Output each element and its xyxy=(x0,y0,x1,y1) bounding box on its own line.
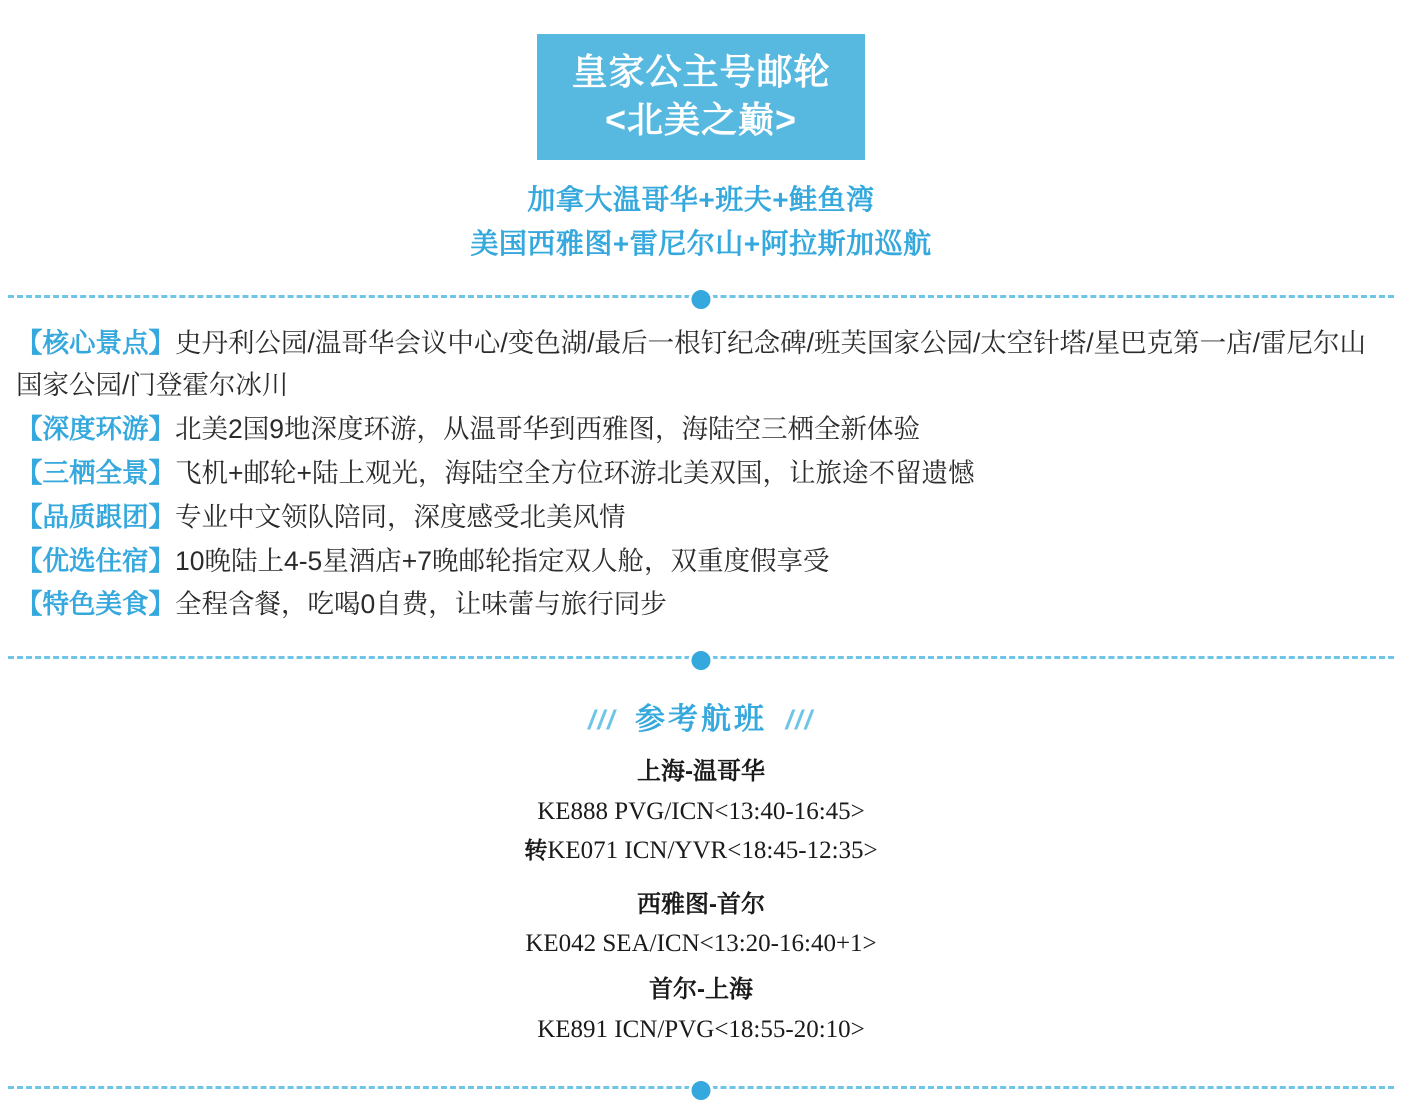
flight-leg xyxy=(0,793,1402,832)
flight-leg xyxy=(0,925,1402,964)
highlight-text: 专业中文领队陪同，深度感受北美风情 xyxy=(175,501,626,532)
flight-leg-text: KE891 ICN/PVG<18:55-20:10> xyxy=(537,1015,865,1043)
highlight-row xyxy=(16,497,1386,539)
flight-leg xyxy=(0,1011,1402,1050)
highlight-label: 【深度环游】 xyxy=(16,413,175,444)
highlight-row xyxy=(16,541,1386,583)
highlight-label: 【三栖全景】 xyxy=(16,457,175,488)
slashes-left-icon: /// xyxy=(588,705,617,736)
divider-dot xyxy=(689,648,714,673)
highlight-text: 飞机+邮轮+陆上观光，海陆空全方位环游北美双国，让旅途不留遗憾 xyxy=(175,457,975,488)
highlight-row xyxy=(16,323,1386,407)
flight-group xyxy=(0,970,1402,1050)
highlight-text: 全程含餐，吃喝0自费，让味蕾与旅行同步 xyxy=(175,589,667,620)
highlight-text: 史丹利公园/温哥华会议中心/变色湖/最后一根钉纪念碑/班芙国家公园/太空针塔/星巴克第一店/雷尼尔山国家公园/门登霍尔冰川 xyxy=(16,328,1367,401)
highlight-row xyxy=(16,584,1386,626)
divider-bottom xyxy=(0,1072,1402,1102)
title-line-2: <北美之巅> xyxy=(604,99,798,141)
flights-section-title: 参考航班 xyxy=(635,703,767,737)
highlight-text: 北美2国9地深度环游，从温哥华到西雅图，海陆空三栖全新体验 xyxy=(175,413,920,444)
divider-dot xyxy=(689,287,714,312)
flight-leg-text: KE042 SEA/ICN<13:20-16:40+1> xyxy=(525,930,877,958)
flight-group xyxy=(0,752,1402,870)
title-banner xyxy=(537,34,864,160)
highlight-row xyxy=(16,409,1386,451)
slashes-right-icon: /// xyxy=(785,705,814,736)
title-line-1: 皇家公主号邮轮 xyxy=(571,51,831,92)
highlight-row xyxy=(16,453,1386,495)
flight-leg-text: KE071 ICN/YVR<18:45-12:35> xyxy=(547,836,878,864)
highlight-text: 10晚陆上4-5星酒店+7晚邮轮指定双人舱，双重度假享受 xyxy=(175,545,830,576)
highlights-list xyxy=(0,317,1402,626)
flight-leg-text: KE888 PVG/ICN<13:40-16:45> xyxy=(537,798,865,826)
subtitle xyxy=(0,178,1402,265)
subtitle-line-2: 美国西雅图+雷尼尔山+阿拉斯加巡航 xyxy=(470,227,932,259)
highlight-label: 【优选住宿】 xyxy=(16,545,175,576)
transfer-label: 转 xyxy=(524,836,548,863)
flight-route: 首尔-上海 xyxy=(649,976,753,1004)
highlight-label: 【品质跟团】 xyxy=(16,501,175,532)
subtitle-line-1: 加拿大温哥华+班夫+鲑鱼湾 xyxy=(527,184,875,216)
flight-group xyxy=(0,885,1402,965)
title-banner-wrap xyxy=(0,0,1402,160)
divider-top xyxy=(0,281,1402,311)
highlight-label: 【特色美食】 xyxy=(16,589,175,620)
flight-leg xyxy=(0,832,1402,871)
divider-middle xyxy=(0,642,1402,672)
highlight-label: 【核心景点】 xyxy=(16,328,175,359)
flight-route: 西雅图-首尔 xyxy=(637,890,765,918)
divider-dot xyxy=(689,1078,714,1103)
flights-section-header xyxy=(0,694,1402,738)
flight-route: 上海-温哥华 xyxy=(637,758,765,786)
